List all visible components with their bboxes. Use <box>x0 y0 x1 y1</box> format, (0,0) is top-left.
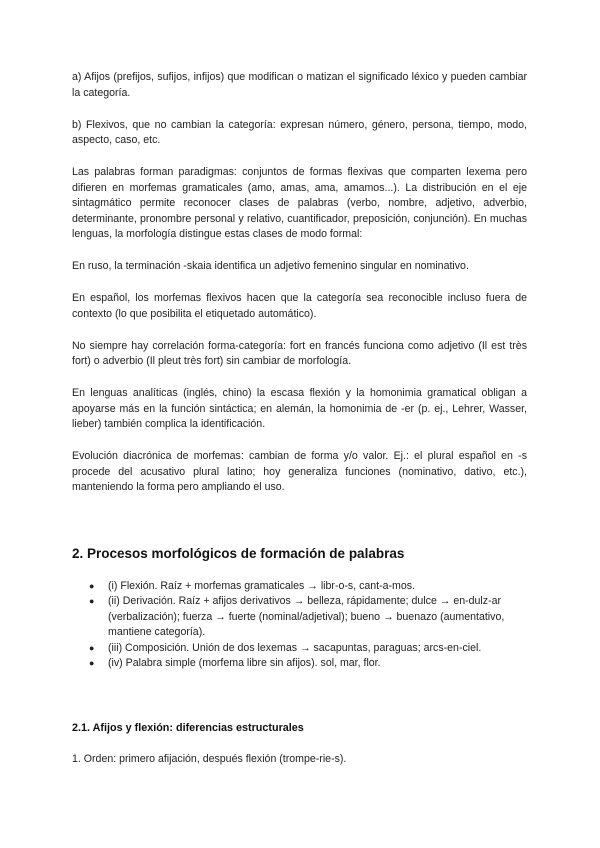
paragraph-spanish: En español, los morfemas flexivos hacen que la categoría sea reconocible incluso fuera de contexto (lo que posibilita el etiquetado automático). <box>72 292 527 320</box>
document-body <box>72 70 527 784</box>
paragraph-inflectional: b) Flexivos, que no cambian la categoría: expresan número, género, persona, tiempo, modo, aspecto, caso, etc. <box>72 118 527 146</box>
list-item-text: (iii) Composición. Unión de dos lexemas → sacapuntas, paraguas; arcs-en-ciel. <box>108 641 482 654</box>
list-item-text: (iv) Palabra simple (morfema libre sin afijos). sol, mar, flor. <box>108 657 381 669</box>
bullet-icon: ● <box>89 580 95 591</box>
paragraph-russian: En ruso, la terminación -skaia identifica un adjetivo femenino singular en nominativo. <box>72 260 469 272</box>
paragraph-paradigms: Las palabras forman paradigmas: conjuntos de formas flexivas que comparten lexema pero difieren en morfemas gramaticales (amo, amas, ama, amamos...). La distribución en el eje sintagmático permite reconocer clases de palabras (verbo, nombre, adjetivo, adverbio, determinante, pronombre personal y relativo, cuantificador, preposición, conjunción). En muchas lenguas, la morfología distingue estas clases de modo formal: <box>72 166 527 240</box>
bullet-icon: ● <box>89 658 95 668</box>
paragraph-french: No siempre hay correlación forma-categoría: fort en francés funciona como adjetivo (Il est très fort) o adverbio (Il pleut très fort) sin cambiar de morfología. <box>72 339 527 367</box>
paragraph-analytic-languages: En lenguas analíticas (inglés, chino) la escasa flexión y la homonimia gramatical obligan a apoyarse más en la función sintáctica; en alemán, la homonimia de -er (p. ej., Lehrer, Wasser, lieber) también complica la identificación. <box>72 387 527 430</box>
list-item <box>72 594 527 641</box>
list-item <box>72 656 527 672</box>
list-item-text: (i) Flexión. Raíz + morfemas gramaticales → libr-o-s, cant-a-mos. <box>108 579 416 592</box>
section-2-1-heading: 2.1. Afijos y flexión: diferencias estructurales <box>72 721 304 734</box>
bullet-icon: ● <box>89 596 95 606</box>
processes-list <box>72 579 527 672</box>
paragraph-order: 1. Orden: primero afijación, después flexión (trompe-rie-s). <box>72 752 347 765</box>
section-2-heading: 2. Procesos morfológicos de formación de palabras <box>72 545 405 561</box>
bullet-icon: ● <box>89 642 95 653</box>
list-item <box>72 641 527 657</box>
paragraph-diachronic: Evolución diacrónica de morfemas: cambian de forma y/o valor. Ej.: el plural español en -s procede del acusativo plural latino; hoy generaliza funciones (nominativo, dativo, etc.), manteniendo la forma pero ampliando el uso. <box>72 450 527 493</box>
paragraph-affixes: a) Afijos (prefijos, sufijos, infijos) que modifican o matizan el significado léxico y pueden cambiar la categoría. <box>72 71 527 99</box>
list-item <box>72 579 527 595</box>
list-item-text: (ii) Derivación. Raíz + afijos derivativos → belleza, rápidamente; dulce → en-dulz-ar (verbalización); fuerza → fuerte (nominal/adjetival); bueno → buenazo (aumentativo, mantiene categoría). <box>108 595 505 638</box>
